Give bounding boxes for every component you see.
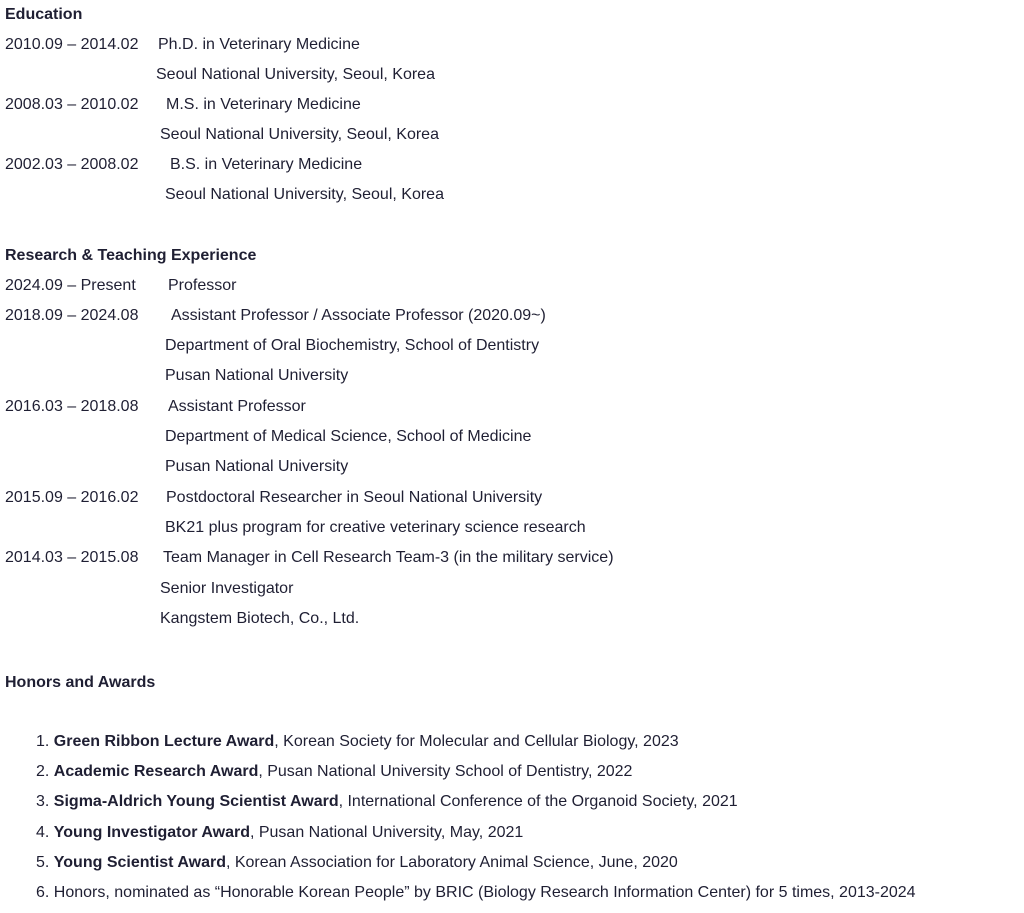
entry-detail: Seoul National University, Seoul, Korea	[165, 186, 444, 203]
entry-detail: Seoul National University, Seoul, Korea	[160, 126, 439, 143]
entry-date: 2018.09 – 2024.08	[5, 307, 139, 324]
exp-entry	[5, 483, 138, 513]
entry-date: 2002.03 – 2008.02	[5, 156, 139, 173]
award-item	[36, 818, 523, 848]
entry-title: M.S. in Veterinary Medicine	[166, 96, 361, 113]
award-detail: , Pusan National University School of Dentistry, 2022	[258, 763, 633, 780]
award-item	[36, 787, 738, 817]
award-detail: , International Conference of the Organoid Society, 2021	[338, 793, 738, 810]
award-number: 2.	[36, 763, 50, 780]
entry-title: Ph.D. in Veterinary Medicine	[158, 36, 360, 53]
entry-title: Professor	[168, 277, 237, 294]
award-detail: , Korean Association for Laboratory Animal Science, June, 2020	[225, 854, 678, 871]
exp-entry	[5, 543, 138, 573]
award-number: 4.	[36, 824, 50, 841]
award-number: 3.	[36, 793, 50, 810]
exp-entry	[5, 271, 136, 301]
experience-heading: Research & Teaching Experience	[5, 247, 257, 264]
exp-entry	[5, 301, 138, 331]
award-number: 6.	[36, 884, 50, 901]
award-item	[36, 757, 632, 787]
award-name: Green Ribbon Lecture Award	[53, 733, 275, 750]
entry-title: Assistant Professor	[168, 398, 306, 415]
entry-detail: Department of Medical Science, School of Medicine	[165, 428, 532, 445]
entry-title: Postdoctoral Researcher in Seoul National University	[166, 489, 543, 506]
entry-date: 2015.09 – 2016.02	[5, 489, 139, 506]
entry-title: B.S. in Veterinary Medicine	[170, 156, 363, 173]
award-item	[36, 727, 679, 757]
award-name: Academic Research Award	[53, 763, 259, 780]
entry-detail: Pusan National University	[165, 367, 349, 384]
entry-title: Assistant Professor / Associate Professor (2020.09~)	[171, 307, 546, 324]
award-name: Young Scientist Award	[53, 854, 226, 871]
entry-date: 2008.03 – 2010.02	[5, 96, 139, 113]
entry-detail: Kangstem Biotech, Co., Ltd.	[160, 610, 360, 627]
entry-detail: Senior Investigator	[160, 580, 294, 597]
award-name: Sigma-Aldrich Young Scientist Award	[53, 793, 339, 810]
edu-entry-ms	[5, 90, 138, 120]
entry-date: 2014.03 – 2015.08	[5, 549, 139, 566]
award-detail: , Korean Society for Molecular and Cellular Biology, 2023	[274, 733, 679, 750]
award-detail: , Pusan National University, May, 2021	[249, 824, 524, 841]
entry-detail: Seoul National University, Seoul, Korea	[156, 66, 435, 83]
entry-detail: BK21 plus program for creative veterinary science research	[165, 519, 586, 536]
edu-entry-phd	[5, 30, 138, 60]
entry-date: 2024.09 – Present	[5, 277, 136, 294]
award-name: Young Investigator Award	[53, 824, 250, 841]
education-heading: Education	[5, 6, 83, 23]
awards-heading: Honors and Awards	[5, 674, 156, 691]
entry-date: 2016.03 – 2018.08	[5, 398, 139, 415]
exp-entry	[5, 392, 138, 422]
award-item	[36, 848, 678, 878]
award-item	[36, 878, 916, 908]
award-number: 1.	[36, 733, 50, 750]
entry-detail: Pusan National University	[165, 458, 349, 475]
entry-date: 2010.09 – 2014.02	[5, 36, 139, 53]
edu-entry-bs	[5, 150, 138, 180]
entry-title: Team Manager in Cell Research Team-3 (in the military service)	[163, 549, 614, 566]
entry-detail: Department of Oral Biochemistry, School of Dentistry	[165, 337, 540, 354]
award-number: 5.	[36, 854, 50, 871]
award-detail: Honors, nominated as “Honorable Korean People” by BRIC (Biology Research Information Center) for 5 times, 2013-2024	[53, 884, 916, 901]
